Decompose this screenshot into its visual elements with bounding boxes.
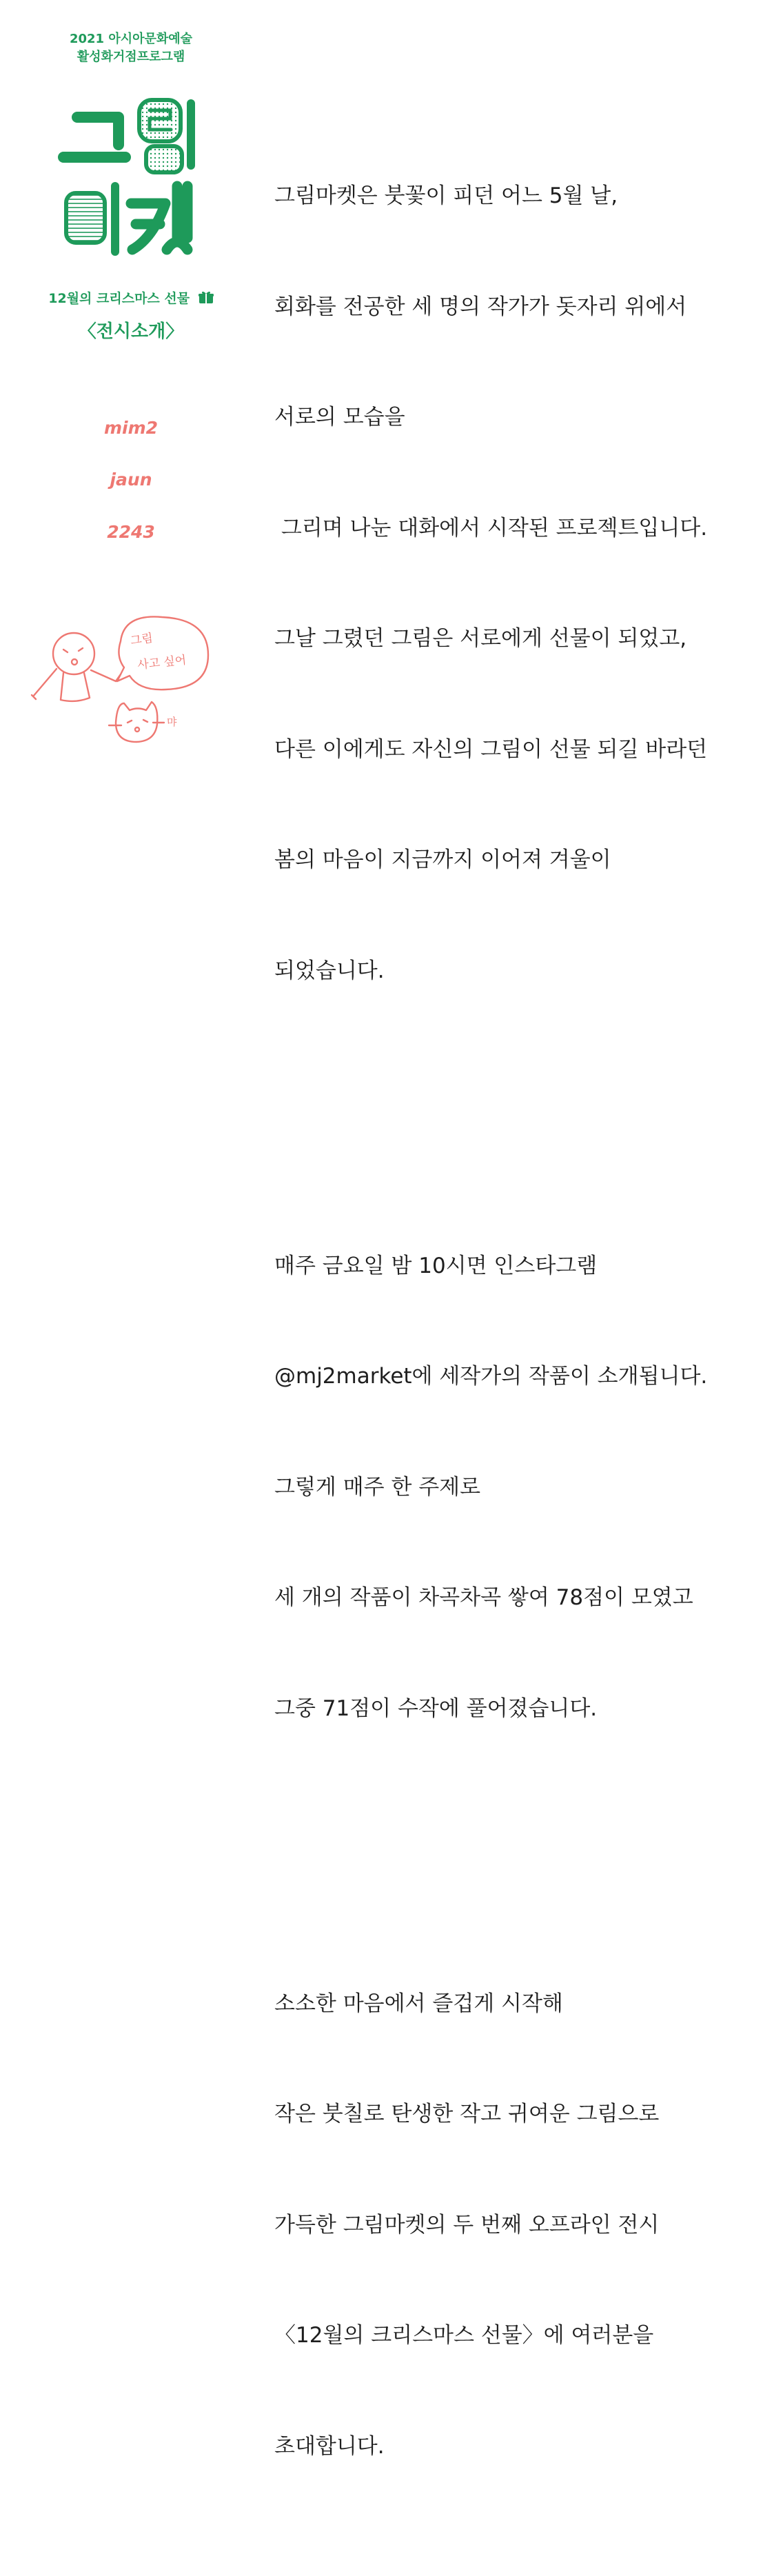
paragraph-weekly	[274, 1174, 777, 1802]
text-line: 매주 금요일 밤 10시면 인스타그램	[274, 1253, 598, 1278]
text-line: 그날 그렸던 그림은 서로에게 선물이 되었고,	[274, 626, 687, 651]
text-line: @mj2market에 세작가의 작품이 소개됩니다.	[274, 1364, 708, 1389]
cat-sound-text: 먀	[167, 716, 177, 728]
text-line: 그림마켓은 붓꽃이 피던 어느 5월 날,	[274, 183, 618, 208]
organizer-line-2: 활성화거점프로그램	[77, 50, 185, 64]
artist-name: 2243	[107, 522, 155, 542]
doodle-illustration	[28, 607, 221, 752]
section-label: 〈전시소개〉	[78, 321, 184, 342]
text-line: 다른 이에게도 자신의 그림이 선물 되길 바라던	[274, 736, 708, 762]
text-line: 그리며 나눈 대화에서 시작된 프로젝트입니다.	[274, 515, 708, 541]
text-line: 되었습니다.	[274, 958, 385, 983]
exhibition-title-text: 12월의 크리스마스 선물	[48, 291, 190, 306]
exhibition-title	[0, 288, 262, 308]
speech-text-1: 그림	[129, 631, 154, 648]
speech-bubble	[117, 616, 208, 690]
left-panel	[0, 0, 262, 783]
text-line: 회화를 전공한 세 명의 작가가 돗자리 위에서	[274, 294, 687, 319]
text-line: 그렇게 매주 한 주제로	[274, 1474, 481, 1500]
cat-doodle	[116, 702, 157, 742]
artist-name: mim2	[103, 418, 159, 438]
text-line: 그중 71점이 수작에 풀어졌습니다.	[274, 1695, 598, 1721]
paragraph-invitation	[274, 1912, 777, 2539]
exhibition-description	[274, 30, 777, 2576]
gift-icon	[199, 290, 214, 308]
text-line: 세 개의 작품이 차곡차곡 쌓여 78점이 모였고	[274, 1585, 693, 1610]
text-line: 초대합니다.	[274, 2433, 385, 2459]
grim-market-logo	[50, 90, 215, 269]
artist-name: jaun	[110, 470, 152, 490]
text-line: 봄의 마음이 지금까지 이어져 겨울이	[274, 847, 611, 872]
text-line: 〈12월의 크리스마스 선물〉에 여러분을	[274, 2323, 654, 2348]
text-line: 소소한 마음에서 즐겁게 시작해	[274, 1991, 563, 2016]
text-line: 가득한 그림마켓의 두 번째 오프라인 전시	[274, 2212, 660, 2237]
organizer-label	[0, 30, 262, 66]
speech-text-2: 사고 싶어	[136, 653, 187, 672]
text-line: 작은 붓칠로 탄생한 작고 귀여운 그림으로	[274, 2102, 660, 2126]
person-head	[53, 633, 94, 674]
text-line: 서로의 모습을	[274, 405, 405, 430]
paragraph-origin	[274, 104, 777, 1063]
organizer-line-1: 2021 아시아문화예술	[69, 32, 193, 46]
